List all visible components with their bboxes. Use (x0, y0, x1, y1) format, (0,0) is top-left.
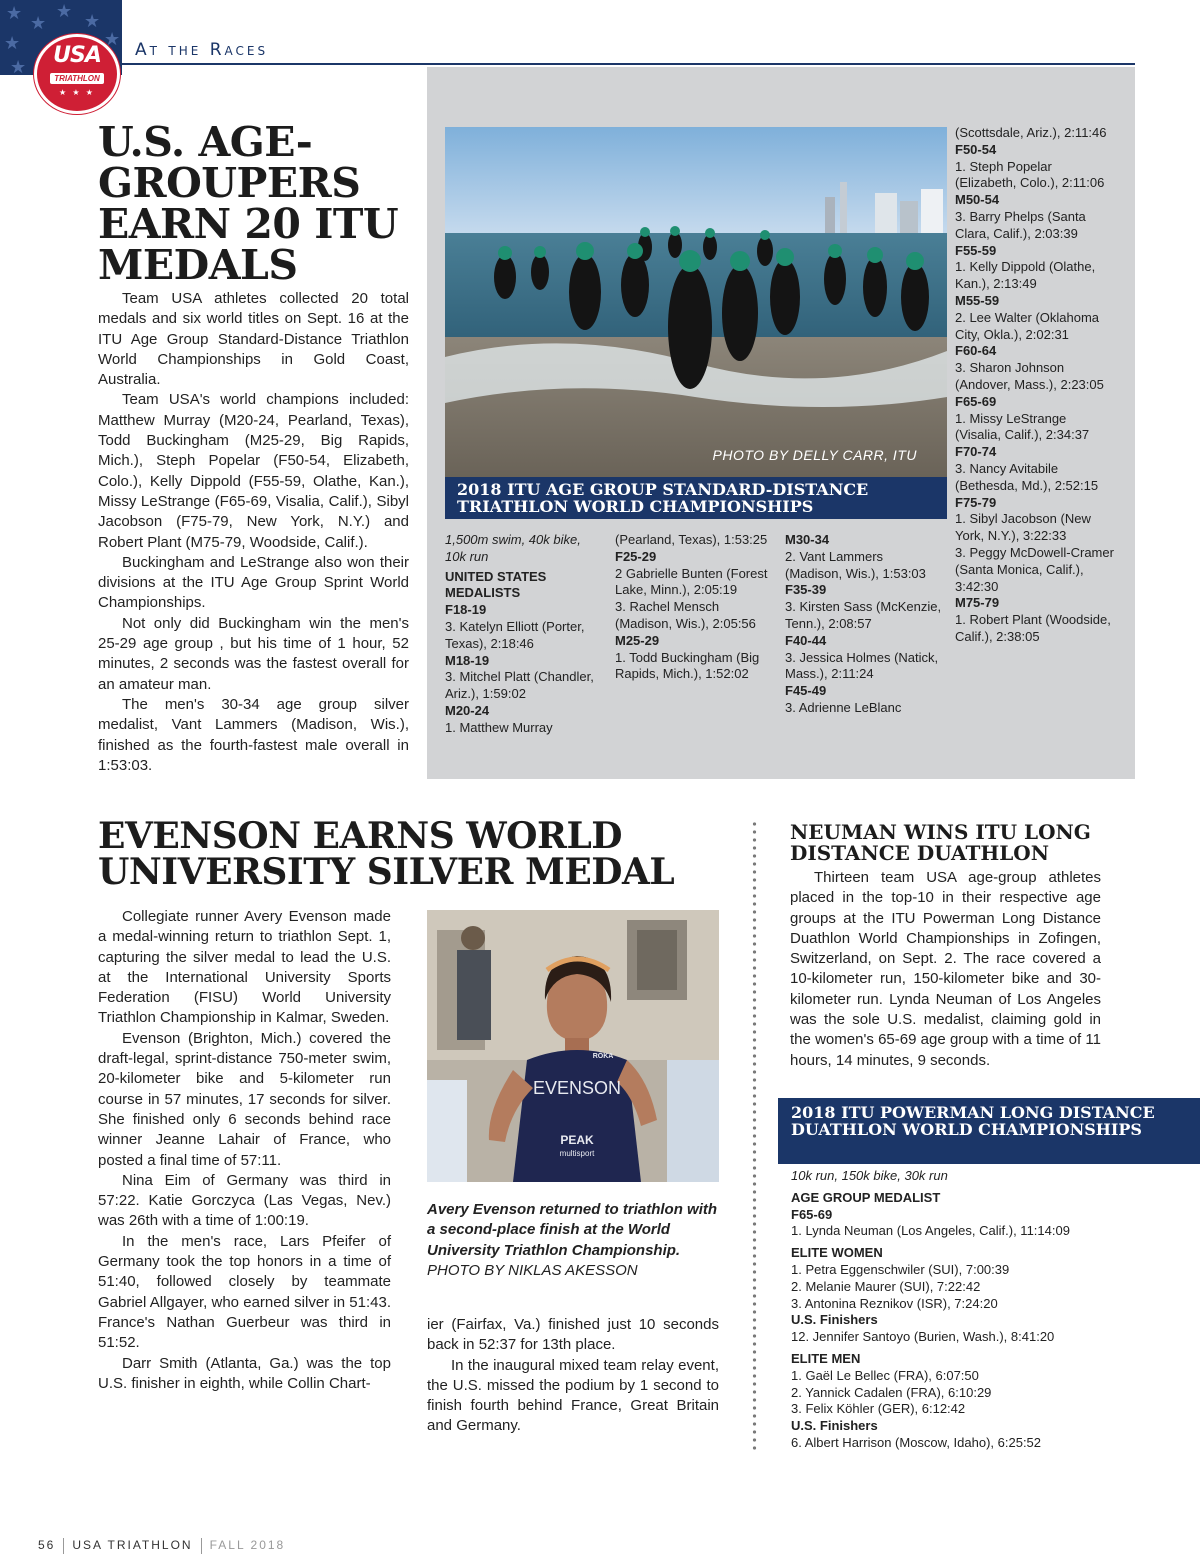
usa-triathlon-logo (34, 34, 120, 114)
result-line: 2. Melanie Maurer (SUI), 7:22:42 (791, 1278, 981, 1294)
result-line: 2. Lee Walter (Oklahoma City, Okla.), 2:02:31 (955, 309, 1100, 342)
elite-men-heading: ELITE MEN (791, 1350, 861, 1366)
story2-headline: EVENSON EARNS WORLD UNIVERSITY SILVER MEDAL (98, 815, 675, 893)
magazine-name: USA TRIATHLON (72, 1538, 193, 1553)
age-category: F40-44 (785, 632, 827, 648)
age-category: M25-29 (615, 632, 660, 648)
age-category: F55-59 (955, 242, 997, 258)
evenson-running-photo (427, 910, 719, 1182)
page-number: 56 (38, 1538, 56, 1553)
footer-separator (201, 1538, 202, 1554)
result-line: 3. Kirsten Sass (McKenzie, Tenn.), 2:08:57 (785, 599, 942, 631)
result-line: 3. Antonina Reznikov (ISR), 7:24:20 (791, 1295, 998, 1311)
age-category: F65-69 (955, 393, 997, 409)
bib-sponsor-subtext: multisport (559, 1149, 595, 1158)
race-distances-note: 1,500m swim, 40k bike, 10k run (445, 532, 581, 564)
suit-brand-text: RŌKA (592, 1053, 614, 1060)
caption-credit: PHOTO BY NIKLAS AKESSON (427, 1262, 638, 1280)
age-category: F60-64 (955, 343, 997, 359)
photo-caption (427, 1200, 719, 1282)
story2-paragraph: Collegiate runner Avery Evenson made a medal-winning return to triathlon Sept. 1, capturing the silver medal to lead the U.S. at the International University Sports Federation (FISU) World University Triathlon Championship in Kalmar, Sweden. (98, 908, 391, 1027)
story2-paragraph: Nina Eim of Germany was third in 57:22. Katie Gorczyca (Las Vegas, Nev.) was 26th with a time of 1:00:19. (98, 1171, 391, 1230)
issue-season: FALL 2018 (209, 1538, 286, 1553)
triathlon-swim-start-photo (445, 127, 947, 477)
result-line: 12. Jennifer Santoyo (Burien, Wash.), 8:41:20 (791, 1329, 1055, 1345)
result-line: 3. Barry Phelps (Santa Clara, Calif.), 2:03:39 (955, 208, 1086, 241)
result-line: 3. Jessica Holmes (Natick, Mass.), 2:11:24 (785, 649, 939, 682)
caption-text: Avery Evenson returned to triathlon with a second-place finish at the World University Triathlon Championship. (427, 1201, 718, 1259)
result-line: 3. Mitchel Platt (Chandler, Ariz.), 1:59:02 (445, 669, 594, 702)
story1-body (98, 289, 409, 776)
result-line: 1. Gaël Le Bellec (FRA), 6:07:50 (791, 1367, 979, 1383)
result-line: 3. Felix Köhler (GER), 6:12:42 (791, 1401, 966, 1417)
section-title: At the Races (135, 40, 269, 60)
race-distances-note: 10k run, 150k bike, 30k run (791, 1168, 948, 1183)
swim-start-illustration (445, 127, 947, 477)
story1-headline: U.S. AGE-GROUPERS EARN 20 ITU MEDALS (98, 118, 399, 289)
age-category: F50-54 (955, 141, 997, 157)
result-line: 1. Petra Eggenschwiler (SUI), 7:00:39 (791, 1261, 1010, 1277)
age-category: F45-49 (785, 683, 827, 699)
result-line: 1. Kelly Dippold (Olathe, Kan.), 2:13:49 (955, 259, 1096, 292)
story2-paragraph: Evenson (Brighton, Mich.) covered the draft-legal, sprint-distance 750-meter swim, 20-kilometer bike and 5-kilometer run course in 57 minutes, 17 seconds for silver. She finished only 6 seconds behind race winner Jeanne Lahair of France, who posted a final time of 57:11. (98, 1029, 391, 1169)
age-category: M75-79 (955, 595, 1000, 611)
age-category: F35-39 (785, 582, 827, 598)
story1-paragraph: Buckingham and LeStrange also won their divisions at the ITU Age Group Sprint World Championships. (98, 553, 409, 612)
header-rule (122, 63, 1135, 65)
photo-credit: PHOTO BY DELLY CARR, ITU (712, 447, 917, 463)
bib-sponsor-text: PEAK (560, 1133, 594, 1147)
duathlon-results-banner: 2018 ITU POWERMAN LONG DISTANCE DUATHLON WORLD CHAMPIONSHIPS (778, 1098, 1200, 1164)
story2-body-right (427, 1315, 719, 1437)
result-line: 2 Gabrielle Bunten (Forest Lake, Minn.), 2:05:19 (615, 565, 768, 598)
result-line: 3. Rachel Mensch (Madison, Wis.), 2:05:56 (615, 599, 756, 631)
age-category: M18-19 (445, 652, 490, 668)
story2-paragraph: ier (Fairfax, Va.) finished just 10 seconds back in 52:37 for 13th place. (427, 1316, 719, 1354)
story2-body-left (98, 907, 391, 1394)
column-divider (752, 820, 757, 1452)
result-line: 1. Robert Plant (Woodside, Calif.), 2:38:05 (955, 612, 1111, 644)
age-category: F75-79 (955, 494, 997, 510)
age-category: M50-54 (955, 192, 1000, 208)
page-footer (38, 1538, 285, 1554)
story3-body (790, 868, 1101, 1071)
elite-women-heading: ELITE WOMEN (791, 1245, 883, 1261)
story1-paragraph: Team USA athletes collected 20 total medals and six world titles on Sept. 16 at the ITU Age Group Standard-Distance Triathlon World Championships in Gold Coast, Australia. (98, 290, 409, 389)
age-category: M55-59 (955, 292, 1000, 308)
results-column-3 (785, 532, 943, 717)
footer-separator (63, 1538, 64, 1554)
story3-paragraph: Thirteen team USA age-group athletes placed in the top-10 in their respective age groups at the ITU Powerman Long Distance Duathlon World Championships in Zofingen, Switzerland, on Sept. 2. The race covered a 10-kilometer run, 150-kilometer bike and 30-kilometer run. Lynda Neuman of Los Angeles was the sole U.S. medalist, claiming gold in the women's 65-69 age group with a time of 11 hours, 14 minutes, 9 seconds. (790, 869, 1101, 1069)
result-line: 3. Peggy McDowell-Cramer (Santa Monica, Calif.), 3:42:30 (955, 544, 1114, 594)
age-category: F18-19 (445, 602, 487, 618)
result-line: 1. Steph Popelar (Elizabeth, Colo.), 2:11:06 (955, 158, 1105, 191)
result-line: 3. Adrienne LeBlanc (785, 699, 902, 715)
logo-triathlon-text: TRIATHLON (50, 73, 104, 84)
logo-stars: ★ ★ ★ (59, 88, 95, 97)
header-star-field: ★ ★ ★ ★ ★ ★ ★ (0, 0, 122, 75)
age-category: F65-69 (791, 1206, 833, 1222)
story1-paragraph: Not only did Buckingham win the men's 25-29 age group , but his time of 1 hour, 52 minutes, 2 seconds was the fastest overall for an amateur man. (98, 614, 409, 693)
age-category: F25-29 (615, 548, 657, 564)
story1-paragraph: The men's 30-34 age group silver medalist, Vant Lammers (Madison, Wis.), finished as the fourth-fastest male overall in 1:53:03. (98, 695, 409, 774)
results-column-4 (955, 125, 1115, 646)
age-category: M20-24 (445, 702, 490, 718)
age-group-heading: AGE GROUP MEDALIST (791, 1189, 941, 1205)
story1-paragraph: Team USA's world champions included: Matthew Murray (M20-24, Pearland, Texas), Todd Buckingham (M25-29, Big Rapids, Mich.), Steph Popelar (F50-54, Elizabeth, Colo.), Kelly Dippold (F55-59, Olathe, Kan.), Missy LeStrange (F65-69, Visalia, Calif.), Sibyl Jacobson (F75-79, New York, N.Y.) and Robert Plant (M75-79, Woodside, Calif.). (98, 391, 409, 551)
duathlon-results (791, 1168, 1121, 1452)
bib-name-text: EVENSON (532, 1078, 622, 1098)
result-line: (Pearland, Texas), 1:53:25 (615, 532, 768, 547)
age-category: F70-74 (955, 444, 997, 460)
medalists-heading: UNITED STATES MEDALISTS (445, 568, 547, 601)
story2-paragraph: Darr Smith (Atlanta, Ga.) was the top U.S. finisher in eighth, while Collin Chart- (98, 1354, 391, 1392)
logo-usa-text: USA (53, 43, 101, 68)
results-column-1 (445, 532, 605, 737)
result-line: 2. Yannick Cadalen (FRA), 6:10:29 (791, 1384, 992, 1400)
story2-paragraph: In the men's race, Lars Pfeifer of Germany took the top honors in a time of 51:40, followed closely by teammate Gabriel Allgayer, who earned silver in 51:43. France's Nathan Guerbeur was third in 51:52. (98, 1232, 391, 1352)
result-line: 2. Vant Lammers (Madison, Wis.), 1:53:03 (785, 548, 926, 581)
result-line: (Scottsdale, Ariz.), 2:11:46 (955, 125, 1107, 140)
story2-paragraph: In the inaugural mixed team relay event, the U.S. missed the podium by 1 second to finish fourth behind France, Great Britain and Germany. (427, 1356, 719, 1435)
result-line: 3. Katelyn Elliott (Porter, Texas), 2:18:46 (445, 618, 585, 651)
runner-illustration (427, 910, 719, 1182)
results-banner: 2018 ITU AGE GROUP STANDARD-DISTANCE TRIATHLON WORLD CHAMPIONSHIPS (445, 477, 947, 519)
results-column-2 (615, 532, 773, 683)
result-line: 1. Lynda Neuman (Los Angeles, Calif.), 11:14:09 (791, 1223, 1070, 1239)
result-line: 1. Missy LeStrange (Visalia, Calif.), 2:34:37 (955, 410, 1090, 443)
result-line: 1. Sibyl Jacobson (New York, N.Y.), 3:22:33 (955, 511, 1091, 544)
result-line: 1. Todd Buckingham (Big Rapids, Mich.), 1:52:02 (615, 649, 760, 682)
age-category: M30-34 (785, 532, 830, 547)
result-line: 3. Sharon Johnson (Andover, Mass.), 2:23:05 (955, 360, 1104, 392)
story3-headline: NEUMAN WINS ITU LONG DISTANCE DUATHLON (790, 820, 1091, 865)
us-finishers-heading: U.S. Finishers (791, 1312, 878, 1328)
us-finishers-heading: U.S. Finishers (791, 1418, 878, 1434)
result-line: 3. Nancy Avitabile (Bethesda, Md.), 2:52:15 (955, 460, 1099, 493)
result-line: 1. Matthew Murray (445, 719, 553, 735)
result-line: 6. Albert Harrison (Moscow, Idaho), 6:25:52 (791, 1434, 1042, 1450)
